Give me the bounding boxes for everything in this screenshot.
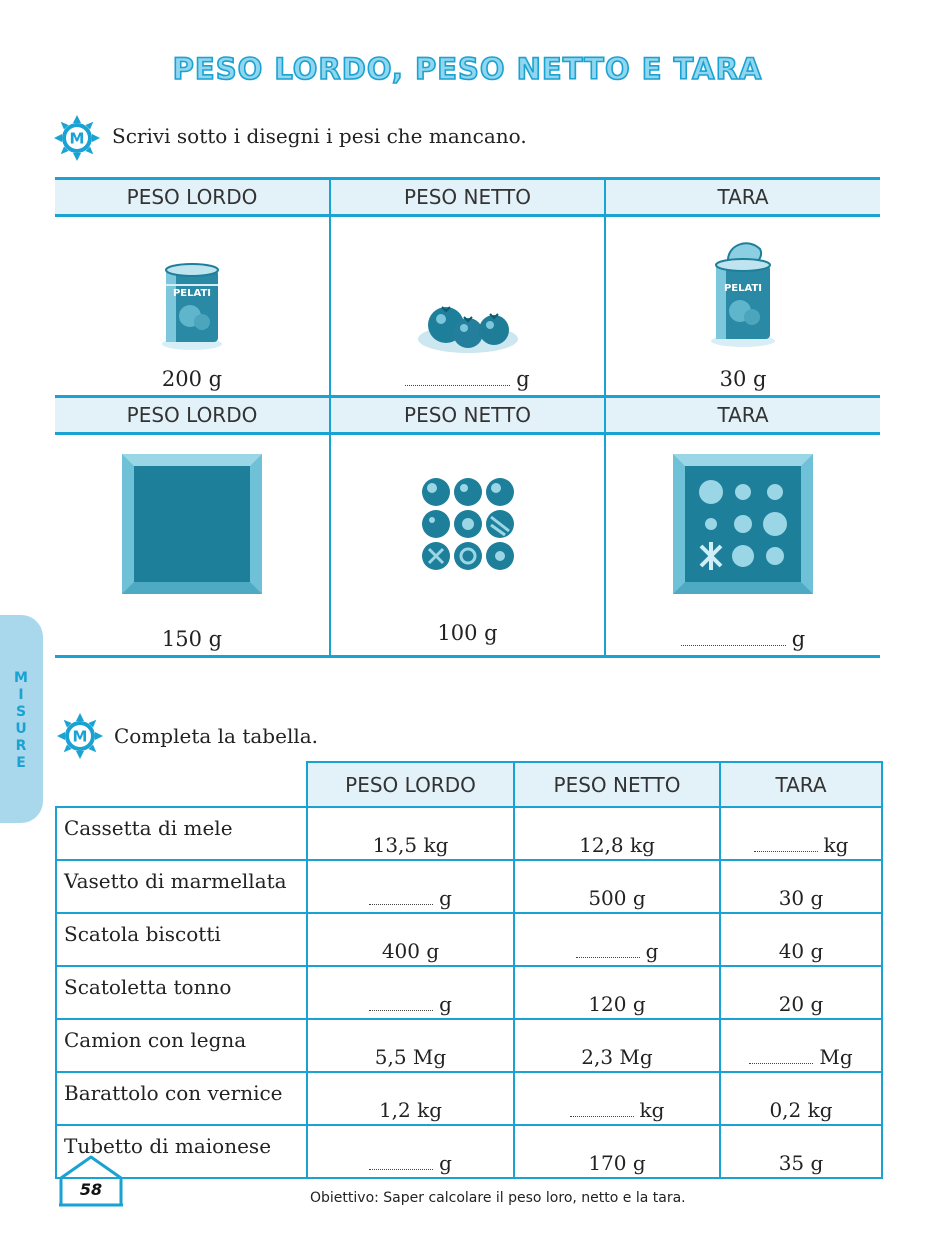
svg-text:PELATI: PELATI	[172, 288, 212, 299]
netto-cell: 120 g	[514, 966, 720, 1019]
weights-picture-table	[55, 177, 880, 658]
badge-letter: M	[69, 129, 85, 148]
row-label: Vasetto di marmellata	[56, 860, 307, 913]
cell-empty-can	[605, 216, 880, 397]
netto-answer-cell: kg	[514, 1072, 720, 1125]
page-number: 58	[79, 1180, 103, 1199]
table-row	[56, 1019, 882, 1072]
row-label: Camion con legna	[56, 1019, 307, 1072]
closed-box-icon	[122, 454, 262, 594]
col-header-lordo: PESO LORDO	[307, 762, 514, 807]
table-row	[56, 807, 882, 860]
cell-open-box	[605, 434, 880, 657]
netto-cell: 170 g	[514, 1125, 720, 1178]
table-row	[56, 913, 882, 966]
tara-answer-2: g	[606, 627, 880, 651]
page-title: PESO LORDO, PESO NETTO E TARA	[172, 52, 763, 86]
tomato-can-icon	[160, 262, 224, 352]
lordo-value-1: 200 g	[161, 367, 223, 391]
corner-cell	[56, 762, 307, 807]
netto-cell: 500 g	[514, 860, 720, 913]
instruction-1: Scrivi sotto i disegni i pesi che mancano.	[112, 124, 527, 148]
row-label: Tubetto di maionese	[56, 1125, 307, 1178]
lordo-answer-cell: g	[307, 966, 514, 1019]
tara-cell: 0,2 kg	[720, 1072, 882, 1125]
header-tara: TARA	[605, 179, 880, 216]
cell-chocolates	[330, 434, 605, 657]
lordo-cell: 5,5 Mg	[307, 1019, 514, 1072]
lordo-value-2: 150 g	[161, 627, 223, 651]
tara-answer-cell: kg	[720, 807, 882, 860]
tara-value-1: 30 g	[719, 367, 767, 391]
lordo-answer-cell: g	[307, 860, 514, 913]
cell-closed-box	[55, 434, 330, 657]
table-row	[56, 1072, 882, 1125]
badge-letter-2: M	[72, 727, 88, 746]
objective-text: Obiettivo: Saper calcolare il peso loro, netto e la tara.	[310, 1190, 686, 1206]
instruction-2: Completa la tabella.	[114, 724, 319, 748]
netto-cell: 2,3 Mg	[514, 1019, 720, 1072]
table-row	[56, 1125, 882, 1178]
tomatoes-plate-icon	[416, 297, 520, 357]
row-label: Barattolo con vernice	[56, 1072, 307, 1125]
tara-cell: 20 g	[720, 966, 882, 1019]
sun-badge-icon-2	[56, 712, 104, 760]
netto-answer-cell: g	[514, 913, 720, 966]
header-peso-netto: PESO NETTO	[330, 179, 605, 216]
row-label: Scatoletta tonno	[56, 966, 307, 1019]
header-peso-netto-2: PESO NETTO	[330, 397, 605, 434]
cell-full-can	[55, 216, 330, 397]
chocolates-icon	[421, 477, 515, 571]
col-header-netto: PESO NETTO	[514, 762, 720, 807]
weights-table	[55, 761, 883, 1179]
svg-text:PELATI: PELATI	[723, 283, 763, 294]
header-tara-2: TARA	[605, 397, 880, 434]
table-row	[56, 860, 882, 913]
cell-tomatoes	[330, 216, 605, 397]
tara-cell: 30 g	[720, 860, 882, 913]
table-row	[56, 966, 882, 1019]
lordo-cell: 400 g	[307, 913, 514, 966]
row-label: Cassetta di mele	[56, 807, 307, 860]
netto-answer-1: g	[331, 367, 604, 391]
tara-cell: 35 g	[720, 1125, 882, 1178]
lordo-answer-cell: g	[307, 1125, 514, 1178]
sidebar-label: M I S U R E	[14, 670, 28, 771]
lordo-cell: 1,2 kg	[307, 1072, 514, 1125]
tara-answer-cell: Mg	[720, 1019, 882, 1072]
netto-value-2: 100 g	[437, 621, 498, 645]
col-header-tara: TARA	[720, 762, 882, 807]
open-box-icon	[673, 454, 813, 594]
sun-badge-icon	[53, 114, 101, 162]
tara-cell: 40 g	[720, 913, 882, 966]
lordo-cell: 13,5 kg	[307, 807, 514, 860]
empty-can-icon	[708, 237, 778, 349]
netto-cell: 12,8 kg	[514, 807, 720, 860]
header-peso-lordo: PESO LORDO	[55, 179, 330, 216]
header-peso-lordo-2: PESO LORDO	[55, 397, 330, 434]
row-label: Scatola biscotti	[56, 913, 307, 966]
